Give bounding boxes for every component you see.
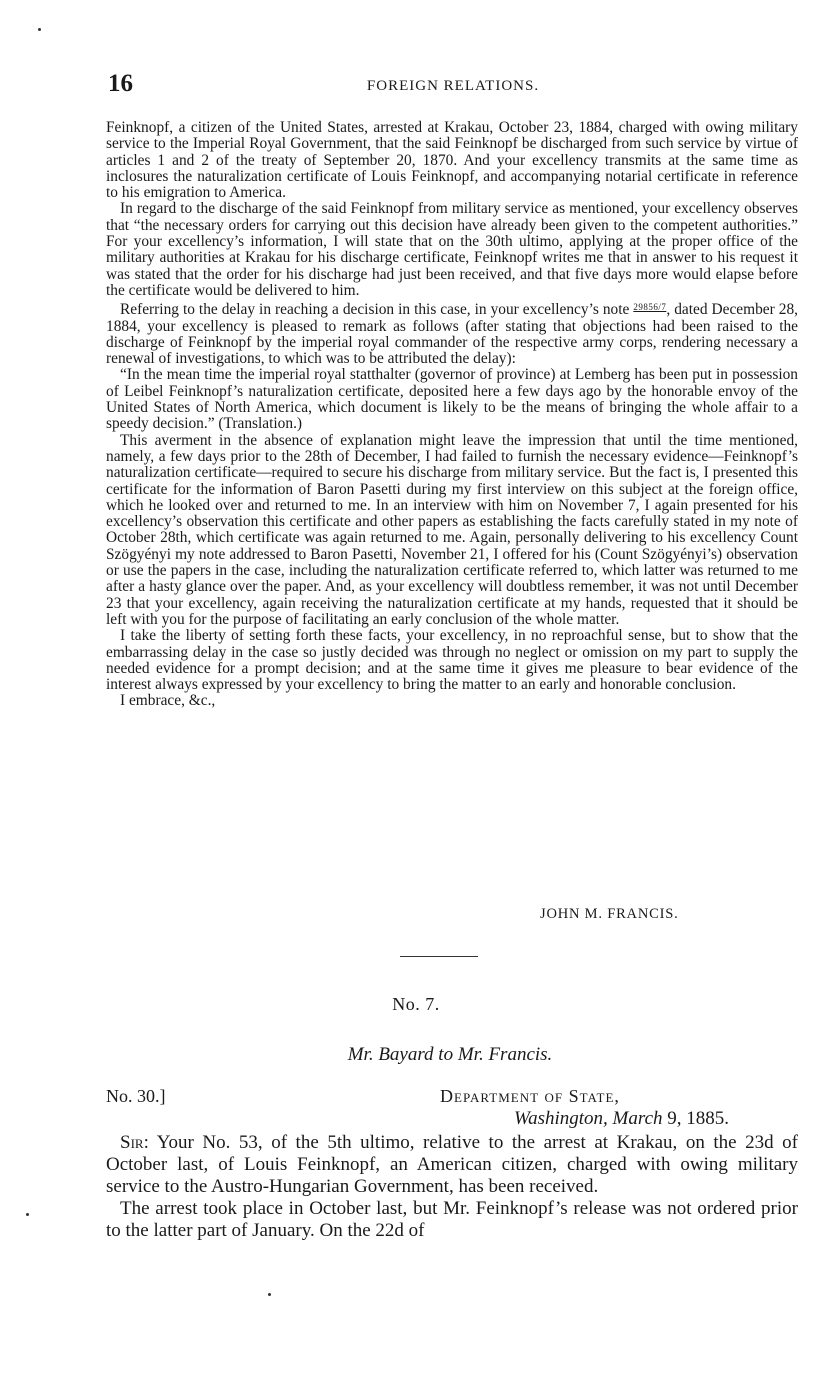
dateline-month: March [612, 1108, 663, 1129]
paragraph-text: Referring to the delay in reaching a decision in this case, in your excellency’s note [120, 301, 634, 319]
paragraph [106, 299, 798, 367]
dateline-day-year: 9, 1885. [662, 1108, 729, 1129]
paper-speck [268, 1293, 271, 1296]
page-number: 16 [108, 70, 133, 97]
block-quote: “In the mean time the imperial royal statthalter (governor of province) at Lemberg has been put in possession of Leibel Feinknopf’s naturalization certificate, deposited here a few days ago by the honorable envoy of the United States of North America, which document is likely to be the means of bringing the whole affair to a speedy decision.” (Translation.) [106, 366, 798, 433]
salutation: Sir: [120, 1132, 149, 1153]
running-head: FOREIGN RELATIONS. [366, 78, 540, 94]
despatch-number: No. 30.] [106, 1086, 166, 1106]
paragraph: In regard to the discharge of the said Feinknopf from military service as mentioned, your excellency observes that “the necessary orders for carrying out this decision have already been given to the competent authorities.” For your excellency’s information, I will state that on the 30th ultimo, applying at the proper office of the military authorities at Krakau for his discharge certificate, Feinknopf writes me that in answer to his request it was stated that the order for his discharge had just been received, and that five days more would elapse before the certificate would be delivered to him. [106, 200, 798, 299]
page-header [108, 70, 798, 104]
document-number: No. 7. [392, 994, 440, 1014]
closing: I embrace, &c., [120, 692, 216, 710]
paragraph: This averment in the absence of explanation might leave the impression that until the time mentioned, namely, a few days prior to the 28th of December, I had failed to furnish the necessary evidence—Feinknopf’s naturalization certificate—required to secure his discharge from military service. But the fact is, I presented this certificate for the information of Baron Pasetti during my first interview on this subject at the foreign office, which he looked over and returned to me. In an interview with him on November 7, I again presented for his excellency’s observation this certificate and other papers as establishing the facts carefully stated in my note of October 28th, which certificate was again returned to me. Again, personally delivering to his excellency Count Szögyényi my note addressed to Baron Pasetti, November 21, I offered for his (Count Szögyényi’s) observation or use the papers in the case, including the naturalization certificate referred to, which latter was returned to me after a hasty glance over the paper. And, as your excellency will doubtless remember, it was not until December 23 that your excellency, again receiving the naturalization certificate at my hands, requested that it should be left with you for the purpose of facilitating an early conclusion of the whole matter. [106, 431, 798, 628]
letter-body [106, 1132, 798, 1242]
paragraph-text: Your No. 53, of the 5th ultimo, relative to the arrest at Krakau, on the 23d of October last, of Louis Feinknopf, an American citizen, charged with owing military service to the Austro-Hungarian Government, has been received. [106, 1132, 798, 1197]
paragraph: Feinknopf, a citizen of the United States, arrested at Krakau, October 23, 1884, charged with owing military service to the Imperial Royal Government, that the said Feinknopf be discharged from such service by virtue of articles 1 and 2 of the treaty of September 20, 1870. And your excellency transmits at the same time as inclosures the naturalization certificate of Louis Feinknopf, and accompanying notarial certificate in reference to his emigration to America. [106, 119, 798, 202]
note-reference: 29856/7 [633, 302, 667, 313]
body-text [106, 120, 798, 710]
paper-speck [26, 1213, 29, 1216]
department-line: Department of State, [440, 1086, 620, 1106]
dateline [514, 1108, 729, 1130]
paragraph [106, 1132, 798, 1198]
section-divider [400, 956, 478, 957]
paragraph: The arrest took place in October last, but Mr. Feinknopf’s release was not ordered prior to the latter part of January. On the 22d of [106, 1198, 798, 1241]
dateline-place: Washington, [514, 1108, 608, 1129]
paragraph-text: , dated December 28, 1884, your excellency is pleased to remark as follows (after stating that objections had been raised to the discharge of Feinknopf by the imperial royal commander of the respective army corps, rendering necessary a renewal of investigations, to which was to be attributed the delay): [106, 301, 798, 368]
document-title: Mr. Bayard to Mr. Francis. [347, 1044, 553, 1065]
paragraph: I take the liberty of setting forth these facts, your excellency, in no reproachful sense, but to show that the embarrassing delay in the case so justly decided was through no neglect or omission on my part to supply the needed evidence for a prompt decision; and at the same time it gives me pleasure to bear evidence of the interest always expressed by your excellency to bring the matter to an early and honorable conclusion. [106, 627, 798, 694]
signature: JOHN M. FRANCIS. [540, 906, 679, 922]
paper-speck [38, 28, 41, 31]
